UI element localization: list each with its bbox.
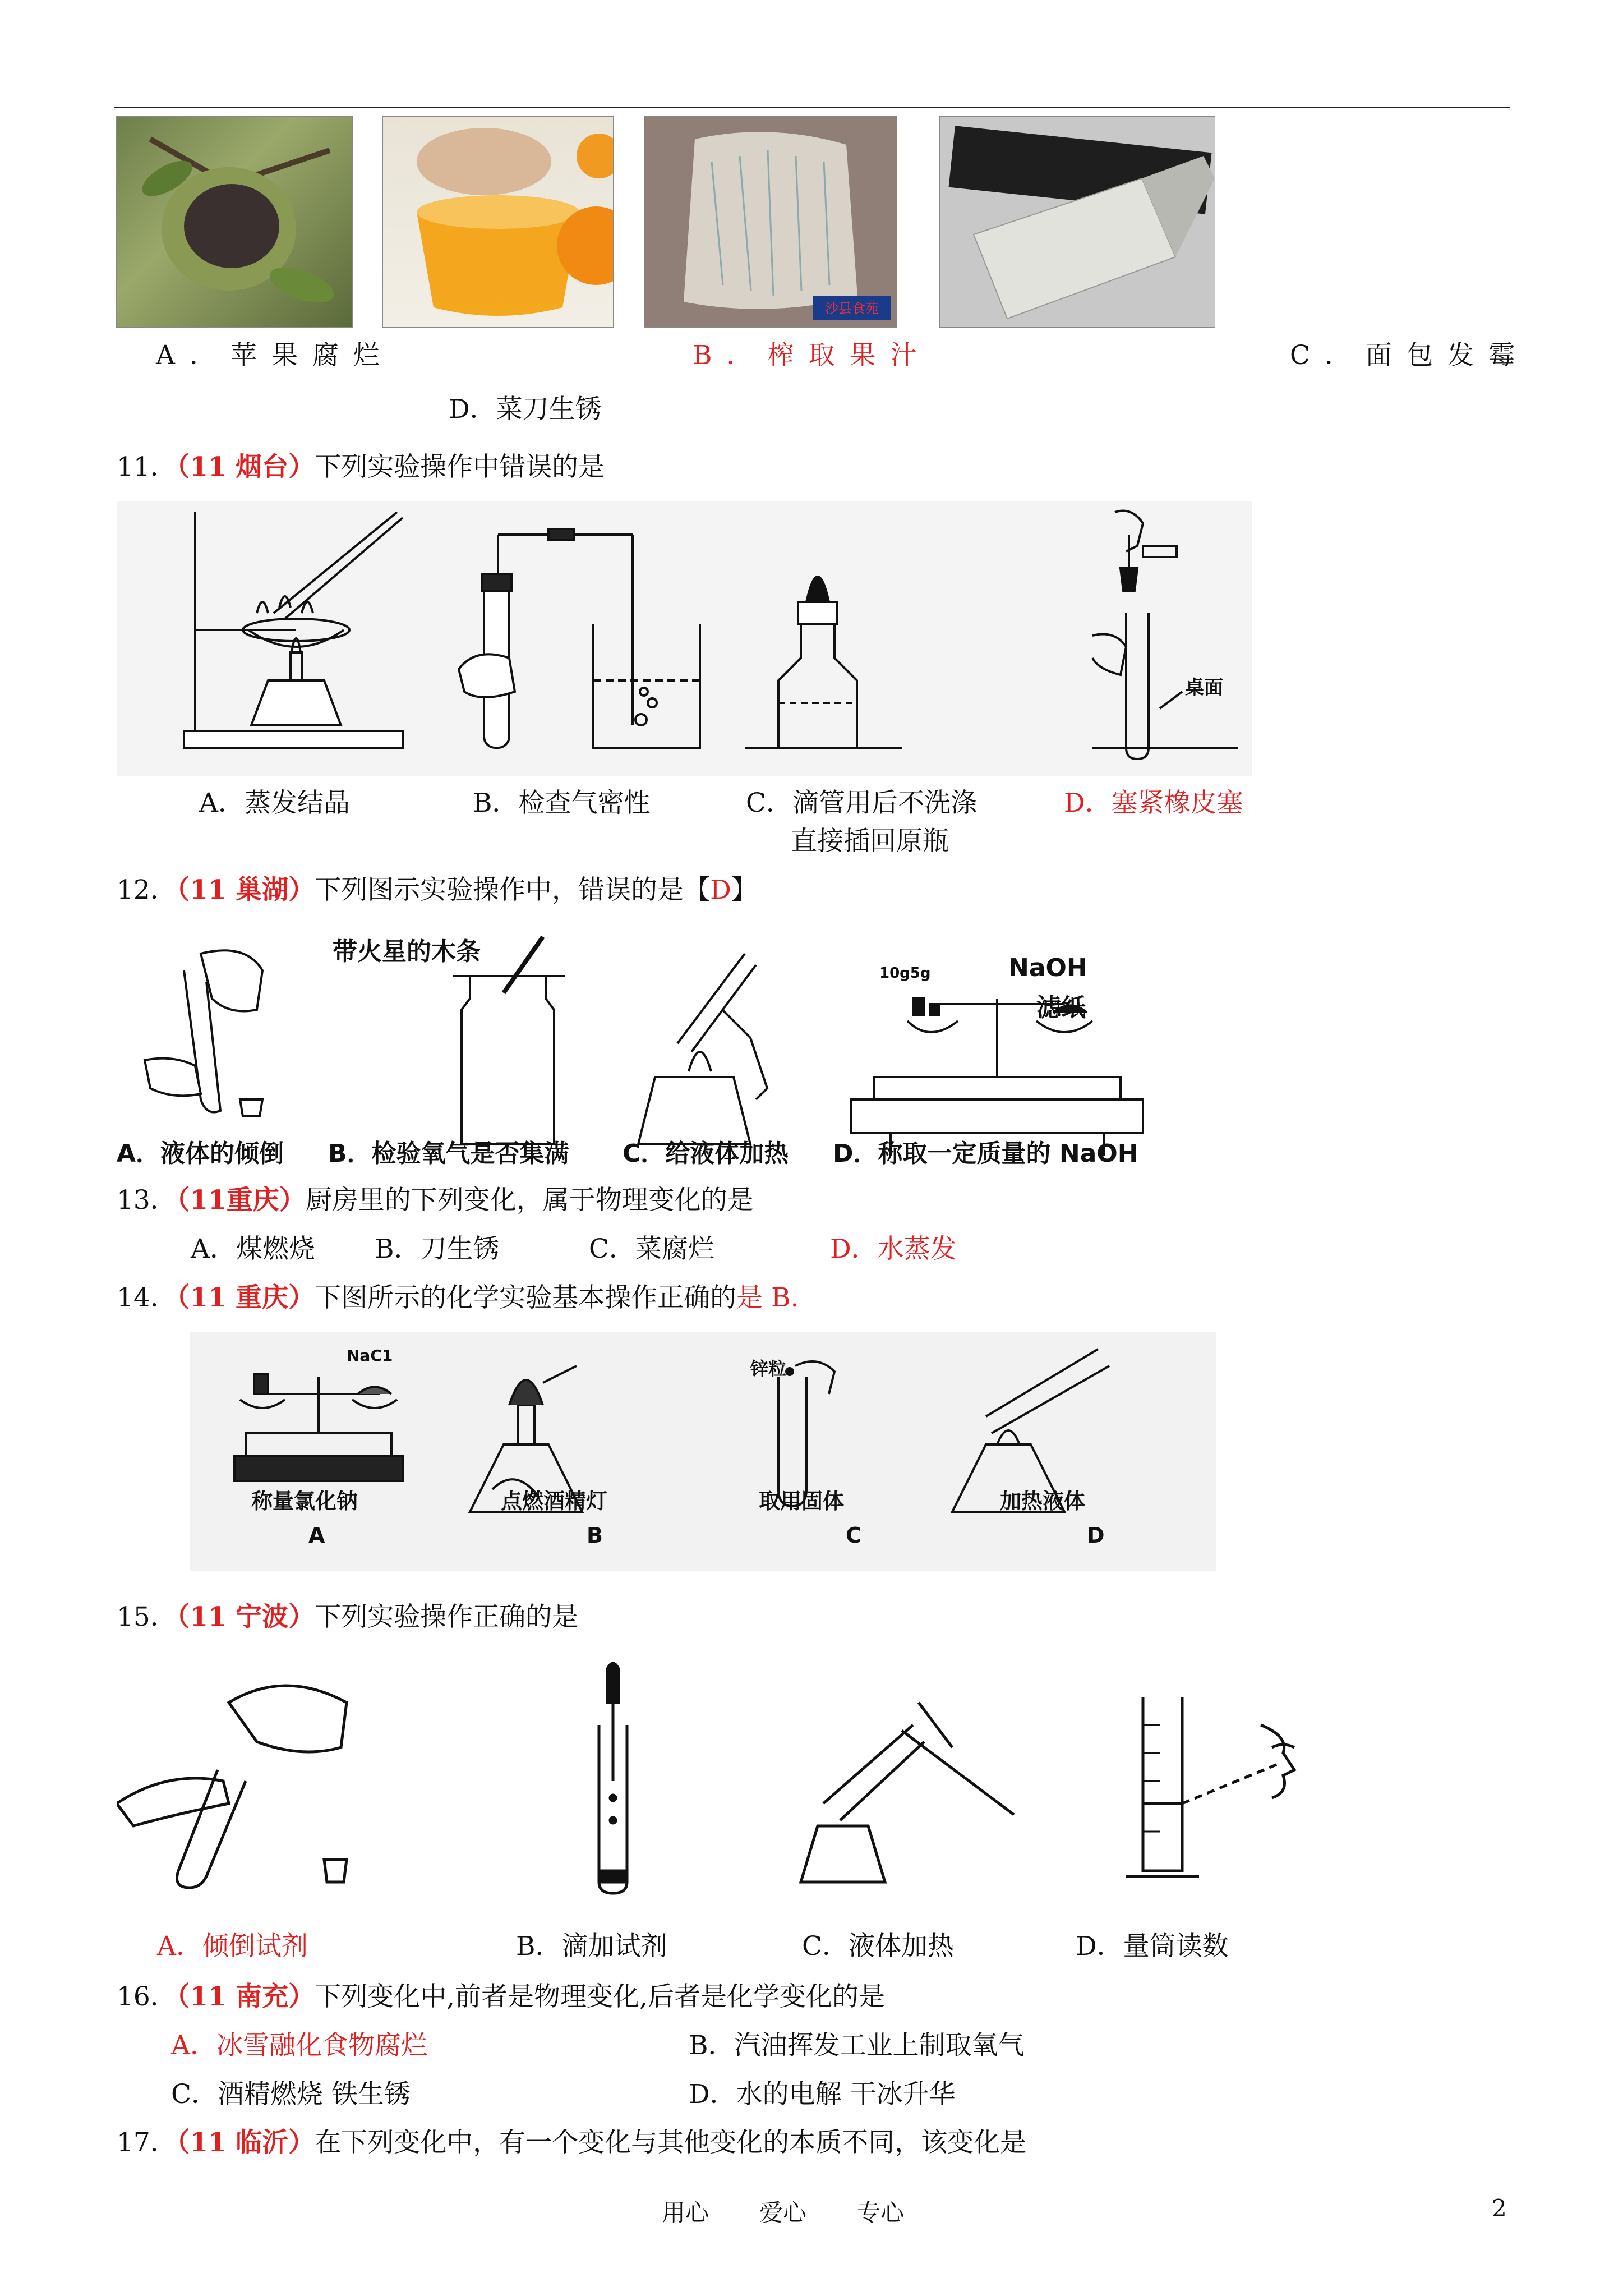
q13-source-tag: （11重庆） — [176, 1185, 306, 1216]
q11-option-b[interactable]: B．检查气密性 — [473, 788, 651, 818]
q10-option-a-text: A．苹果腐烂 — [156, 340, 394, 371]
q15-figure-panel — [117, 1658, 1317, 1899]
q13-text: 厨房里的下列变化，属于物理变化的是 — [305, 1185, 754, 1216]
q11-option-c-line2: 直接插回原瓶 — [791, 826, 949, 857]
q16-text: 下列变化中,前者是物理变化,后者是化学变化的是 — [315, 1981, 885, 2012]
q11-fig-d-stopper — [1092, 511, 1238, 760]
q12-fig-b-oxygen-test — [453, 937, 565, 1144]
q12-caption-d: D．称取一定质量的 NaOH — [833, 1139, 1138, 1168]
q15-option-c[interactable]: C．液体加热 — [802, 1931, 954, 1962]
q14-stem — [117, 1281, 799, 1315]
q14-text: 下图所示的化学实验基本操作正确的 — [315, 1282, 737, 1313]
page-number: 2 — [1492, 2194, 1507, 2222]
q11-fig-c-dropper — [745, 577, 902, 748]
q15-option-b[interactable]: B．滴加试剂 — [516, 1931, 667, 1962]
q13-option-b[interactable]: B．刀生锈 — [375, 1234, 500, 1264]
q16-number: 16． — [117, 1981, 177, 2012]
q14-fig-nacl-label: NaC1 — [347, 1346, 393, 1365]
q13-stem — [117, 1184, 754, 1217]
q10-option-c[interactable] — [1290, 339, 1529, 372]
q11-stem — [117, 450, 605, 484]
q14-source-tag: （11 重庆） — [176, 1282, 315, 1313]
q15-source-tag: （11 宁波） — [176, 1602, 315, 1632]
q13-option-a[interactable]: A．煤燃烧 — [191, 1234, 315, 1264]
q16-option-b[interactable]: B．汽油挥发工业上制取氧气 — [689, 2030, 1025, 2061]
q14-letter-b: B — [587, 1523, 603, 1548]
q12-answer: D — [710, 875, 731, 905]
q11-text: 下列实验操作中错误的是 — [315, 452, 605, 482]
q16-option-c[interactable]: C．酒精燃烧 铁生锈 — [171, 2079, 411, 2110]
q15-text: 下列实验操作正确的是 — [315, 1602, 579, 1632]
q12-fig-a-pouring — [145, 950, 262, 1116]
photo-watermark: 沙县食苑 — [825, 301, 879, 316]
q10-option-d[interactable]: D．菜刀生锈 — [449, 394, 602, 425]
q15-option-d[interactable]: D．量筒读数 — [1076, 1931, 1229, 1962]
q14-fig-a-balance — [234, 1374, 403, 1481]
q12-fig-paper-label: 滤纸 — [1036, 993, 1086, 1022]
q12-fig-weights-label: 10g5g — [879, 965, 931, 982]
footer-motto-3: 专心 — [857, 2199, 905, 2226]
q14-number: 14． — [117, 1282, 177, 1313]
q14-caption-b: 点燃酒精灯 — [501, 1489, 608, 1513]
q11-source-tag: （11 烟台） — [176, 452, 315, 482]
q11-number: 11． — [117, 452, 177, 482]
q15-option-a[interactable]: A．倾倒试剂 — [157, 1931, 308, 1962]
q10-option-c-text: C．面包发霉 — [1290, 340, 1529, 371]
q15-stem — [117, 1600, 578, 1634]
q12-source-tag: （11 巢湖） — [176, 875, 315, 905]
q16-option-d[interactable]: D．水的电解 干冰升华 — [689, 2079, 956, 2110]
footer-motto-2: 爱心 — [759, 2199, 807, 2226]
q17-text: 在下列变化中，有一个变化与其他变化的本质不同，该变化是 — [315, 2127, 1027, 2158]
q10-option-a[interactable] — [156, 339, 394, 372]
q10-option-b[interactable] — [693, 339, 932, 372]
q11-fig-a-evaporation — [184, 512, 403, 748]
q11-option-d[interactable]: D．塞紧橡皮塞 — [1064, 788, 1243, 818]
q12-bracket-close: 】 — [731, 875, 758, 905]
q11-fig-b-airtightness — [459, 529, 700, 748]
q15-number: 15． — [117, 1602, 177, 1632]
q12-caption-b: B．检验氧气是否集满 — [328, 1139, 569, 1168]
q11-option-a[interactable]: A．蒸发结晶 — [199, 788, 350, 818]
q13-option-d[interactable]: D．水蒸发 — [830, 1234, 957, 1264]
q16-stem — [117, 1980, 885, 2014]
footer-motto-1: 用心 — [662, 2199, 709, 2226]
q16-option-a[interactable]: A．冰雪融化食物腐烂 — [171, 2030, 427, 2061]
q15-fig-d-cylinder — [1126, 1697, 1294, 1876]
q11-figure-panel — [117, 501, 1252, 776]
q17-source-tag: （11 临沂） — [176, 2127, 315, 2158]
q12-fig-c-heating — [638, 954, 767, 1144]
q14-answer: 是 B. — [736, 1282, 799, 1313]
q15-fig-a-pouring — [117, 1686, 347, 1888]
q14-letter-c: C — [846, 1523, 861, 1548]
q12-number: 12． — [117, 875, 177, 905]
q16-source-tag: （11 南充） — [176, 1981, 315, 2012]
q12-stem — [117, 873, 758, 907]
q15-fig-c-heating — [801, 1703, 1014, 1882]
q12-fig-d-balance — [851, 999, 1143, 1156]
q12-fig-splint-label: 带火星的木条 — [333, 937, 481, 966]
q10-option-b-text: B．榨取果汁 — [693, 340, 932, 371]
q15-fig-b-dropper — [599, 1663, 627, 1893]
q17-stem — [117, 2126, 1026, 2160]
photo-rotten-apple — [116, 116, 353, 328]
q11-fig-desk-label: 桌面 — [1185, 677, 1223, 699]
header-rule — [114, 107, 1510, 108]
q14-figure-panel — [190, 1332, 1216, 1571]
q14-fig-zinc-label: 锌粒 — [750, 1358, 787, 1379]
q12-caption-c: C．给液体加热 — [623, 1139, 789, 1168]
photo-rusty-knife — [939, 116, 1215, 328]
q12-text: 下列图示实验操作中，错误的是【 — [315, 875, 711, 905]
q12-fig-naoh-label: NaOH — [1008, 954, 1087, 982]
q12-caption-a: A．液体的倾倒 — [117, 1139, 284, 1168]
q17-number: 17． — [117, 2127, 177, 2158]
q12-figure-panel — [117, 931, 1154, 1167]
photo-moldy-bread — [644, 116, 897, 328]
footer-motto — [662, 2194, 904, 2228]
q14-caption-d: 加热液体 — [1000, 1489, 1086, 1513]
photo-juicing — [382, 116, 614, 328]
q13-option-c[interactable]: C．菜腐烂 — [589, 1234, 714, 1264]
q14-letter-d: D — [1087, 1523, 1105, 1548]
q14-letter-a: A — [308, 1523, 325, 1548]
q14-caption-c: 取用固体 — [759, 1489, 845, 1513]
q11-option-c[interactable]: C．滴管用后不洗涤 — [746, 788, 977, 818]
q13-number: 13． — [117, 1185, 177, 1216]
q14-caption-a: 称量氯化钠 — [251, 1489, 358, 1513]
